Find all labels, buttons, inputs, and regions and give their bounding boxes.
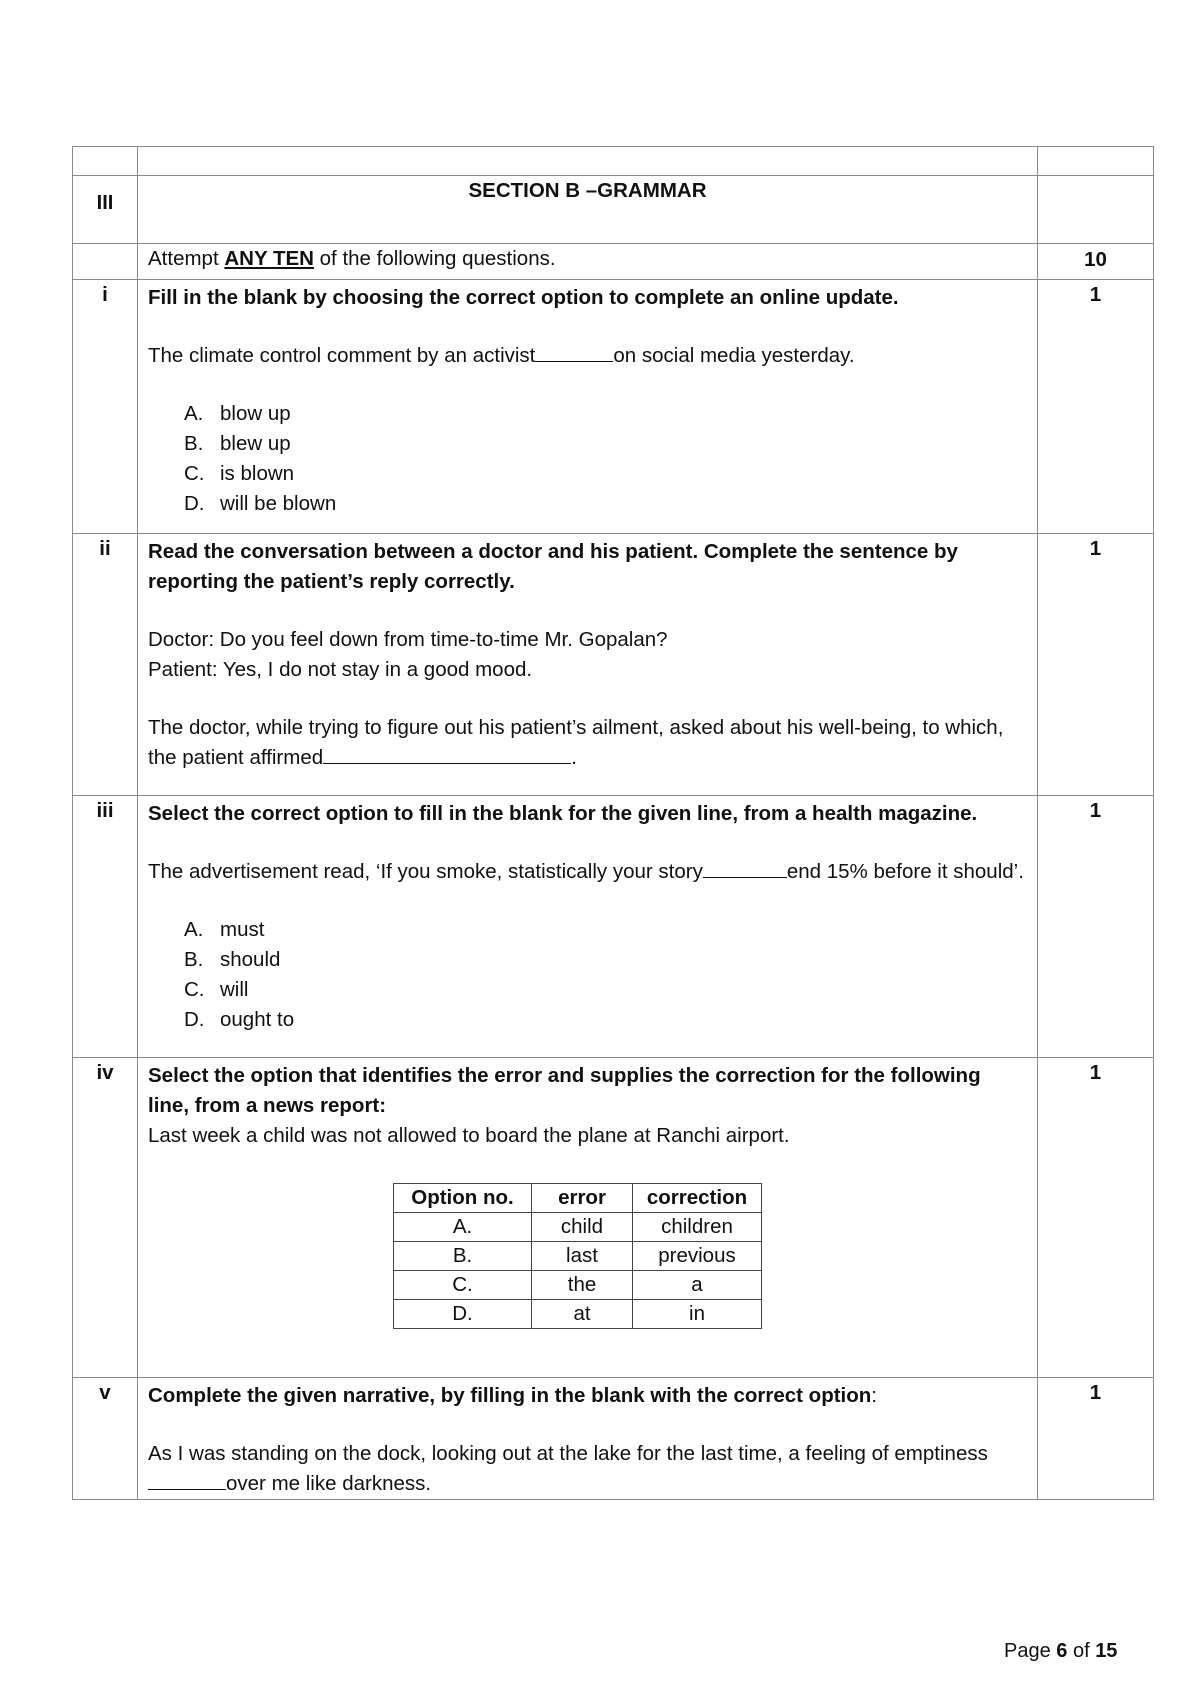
section-number: III — [73, 176, 138, 244]
question-text: The climate control comment by an activist on social media yesterday. — [148, 341, 1027, 371]
option-c: C. is blown — [184, 462, 295, 485]
answer-blank — [323, 743, 571, 764]
error-table-row: A. child children — [394, 1213, 762, 1242]
question-number: v — [73, 1378, 138, 1500]
answer-blank — [703, 857, 787, 878]
options-list — [148, 915, 1027, 1035]
question-marks: 1 — [1038, 534, 1154, 796]
question-row-i — [73, 280, 1154, 534]
options-list — [148, 399, 1027, 519]
question-row-v — [73, 1378, 1154, 1500]
dialogue-patient: Patient: Yes, I do not stay in a good mood. — [148, 658, 533, 681]
question-title: Complete the given narrative, by filling in the blank with the correct option: — [148, 1384, 877, 1407]
question-marks: 1 — [1038, 1058, 1154, 1378]
question-number: i — [73, 280, 138, 534]
question-row-iii — [73, 796, 1154, 1058]
option-a: A. blow up — [184, 402, 291, 425]
question-row-iv — [73, 1058, 1154, 1378]
question-text: Last week a child was not allowed to board the plane at Ranchi airport. — [148, 1124, 790, 1147]
question-number: ii — [73, 534, 138, 796]
error-table-row: D. at in — [394, 1300, 762, 1329]
question-text: The advertisement read, ‘If you smoke, statistically your story end 15% before it should’. — [148, 857, 1027, 887]
question-text: As I was standing on the dock, looking out at the lake for the last time, a feeling of emptinessover me like darkness. — [148, 1442, 988, 1495]
option-d: D. will be blown — [184, 492, 337, 515]
page-number: Page 6 of 15 — [1004, 1640, 1118, 1662]
section-title: SECTION B –GRAMMAR — [138, 176, 1038, 244]
option-c: C. will — [184, 978, 249, 1001]
question-marks: 1 — [1038, 796, 1154, 1058]
blank-header-row — [73, 147, 1154, 176]
option-a: A. must — [184, 918, 265, 941]
question-title: Select the correct option to fill in the blank for the given line, from a health magazine. — [148, 802, 978, 825]
question-title: Fill in the blank by choosing the correct option to complete an online update. — [148, 286, 899, 309]
section-header-row — [73, 176, 1154, 244]
option-b: B. should — [184, 948, 281, 971]
dialogue-doctor: Doctor: Do you feel down from time-to-time Mr. Gopalan? — [148, 628, 668, 651]
question-number: iii — [73, 796, 138, 1058]
question-row-ii — [73, 534, 1154, 796]
answer-blank — [535, 341, 613, 362]
question-title: Select the option that identifies the error and supplies the correction for the following line, from a news report: — [148, 1064, 981, 1117]
total-marks: 10 — [1038, 244, 1154, 280]
answer-blank — [148, 1469, 226, 1490]
instruction-row — [73, 244, 1154, 280]
error-correction-table — [393, 1183, 762, 1329]
question-marks: 1 — [1038, 280, 1154, 534]
error-table-row: C. the a — [394, 1271, 762, 1300]
option-b: B. blew up — [184, 432, 291, 455]
error-table-row: B. last previous — [394, 1242, 762, 1271]
question-title: Read the conversation between a doctor and his patient. Complete the sentence by reporting the patient’s reply correctly. — [148, 540, 958, 593]
question-text: The doctor, while trying to figure out his patient’s ailment, asked about his well-being, to which, the patient affirmed . — [148, 716, 1004, 769]
instruction-emphasis: ANY TEN — [224, 247, 314, 270]
question-paper-table — [72, 146, 1154, 1500]
option-d: D. ought to — [184, 1008, 295, 1031]
question-number: iv — [73, 1058, 138, 1378]
error-table-header: Option no. error correction — [394, 1184, 762, 1213]
question-marks: 1 — [1038, 1378, 1154, 1500]
instruction: Attempt ANY TEN of the following questions. — [138, 244, 1038, 280]
